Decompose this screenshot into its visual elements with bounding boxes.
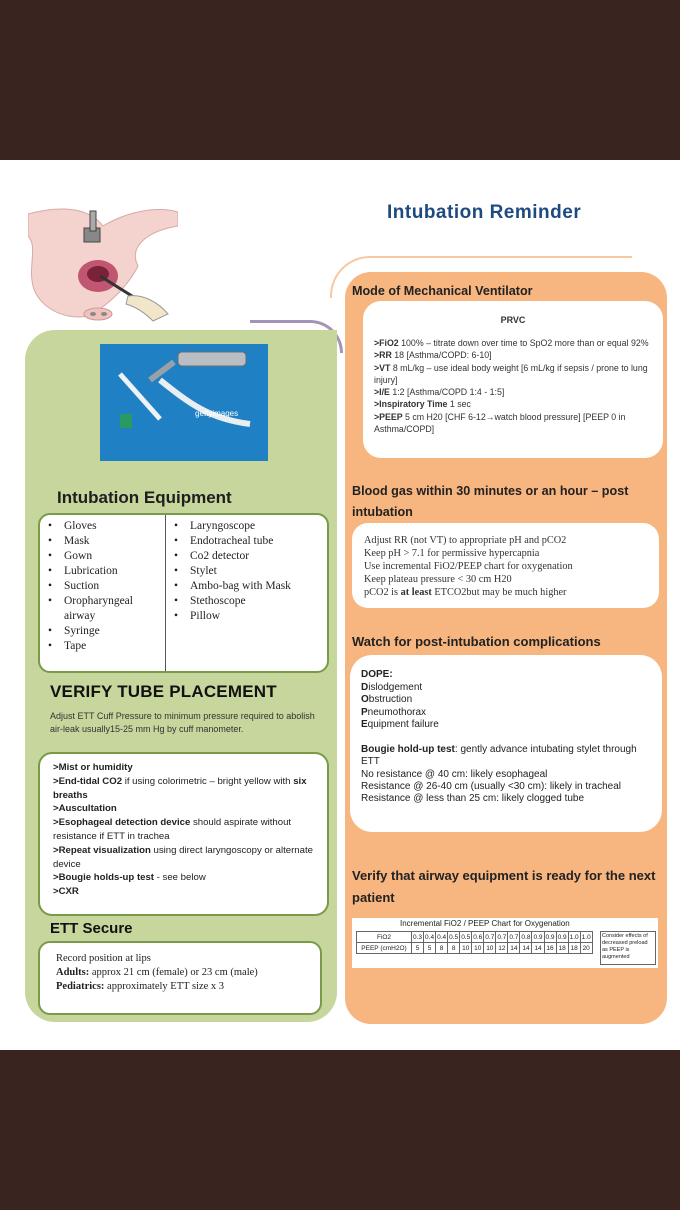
blood-gas-line: Adjust RR (not VT) to appropriate pH and pCO2: [364, 535, 567, 546]
bougie-line: No resistance @ 40 cm: likely esophageal: [361, 768, 548, 780]
verify-check-label: >End-tidal CO2: [53, 775, 123, 787]
ett-line: [56, 980, 258, 994]
blood-gas-text: ETCO2but may be much higher: [431, 587, 567, 598]
blood-gas-line: Use incremental FiO2/PEEP chart for oxygenation: [364, 561, 573, 572]
ett-adults-label: Adults:: [56, 967, 90, 978]
verify-check-label: >Auscultation: [53, 803, 117, 815]
equipment-photo: [100, 344, 268, 461]
equipment-item: • Ambo-bag with Mask: [168, 579, 326, 594]
peep-cell: 5: [424, 943, 436, 954]
dope-item: [361, 719, 439, 732]
mode-box: [363, 301, 663, 458]
blood-gas-line: Keep pH > 7.1 for permissive hypercapnia: [364, 548, 540, 559]
verify-check-item: [53, 816, 323, 844]
mode-setting-label: >VT: [374, 362, 391, 373]
verify-check-emphasis: six breaths: [53, 775, 307, 801]
verify-check-label: >Bougie holds-up test: [53, 872, 155, 884]
mode-setting-text: 5 cm H20 [CHF 6-12→watch blood pressure] [PEEP 0 in Asthma/COPD]: [374, 411, 626, 435]
dope-list: [361, 669, 439, 732]
verify-check-item: [53, 871, 323, 885]
bougie-line: Resistance @ 26-40 cm (usually <30 cm): likely in tracheal: [361, 780, 621, 792]
fio2-cell: 0.7: [485, 933, 495, 941]
mode-setting-label: >PEEP: [374, 411, 403, 422]
peep-row: [357, 943, 593, 954]
verify-checks-box: [38, 752, 329, 916]
peep-cell: 10: [484, 943, 496, 954]
verify-check-label: >Esophageal detection device: [53, 817, 191, 829]
dope-letter: E: [361, 719, 368, 730]
dope-title: [361, 669, 439, 682]
reminder-sheet: [0, 160, 680, 1050]
peep-cell: 8: [436, 943, 448, 954]
peep-cell: 5: [412, 943, 424, 954]
mode-setting-label: >RR: [374, 350, 392, 361]
peep-cell: 10: [472, 943, 484, 954]
fio2-cell: 0.9: [545, 933, 555, 941]
bougie-test: [361, 744, 651, 805]
dope-item: [361, 682, 439, 695]
mode-setting-label: >FiO2: [374, 338, 399, 348]
verify-heading: VERIFY TUBE PLACEMENT: [50, 682, 277, 701]
verify-check-item: [53, 885, 323, 899]
equipment-item: • Tape: [42, 639, 162, 654]
dope-text: islodgement: [368, 681, 423, 693]
fio2-cell: 1.0: [569, 933, 579, 941]
equipment-item: • Mask: [42, 534, 162, 549]
peep-cell: 12: [496, 943, 508, 954]
verify-text: Adjust ETT Cuff Pressure to minimum pressure required to abolish air-leak usually15-25 mm Hg by cuff manometer.: [50, 711, 315, 734]
blood-gas-heading: Blood gas within 30 minutes or an hour – post intubation: [352, 484, 629, 519]
verify-check-item: [53, 775, 323, 803]
bougie-intro: [361, 744, 651, 769]
equipment-item: • Gown: [42, 549, 162, 564]
equipment-item: • Suction: [42, 579, 162, 594]
fio2-cell: 0.4: [425, 933, 435, 941]
fio2-cell: 0.6: [473, 933, 483, 941]
mode-subheading: PRVC: [500, 315, 526, 325]
equipment-item: • Syringe: [42, 624, 162, 639]
mode-setting-item: [374, 362, 659, 387]
mode-setting-text: 1:2 [Asthma/COPD 1:4 - 1:5]: [389, 387, 505, 398]
fio2-cell: 0.9: [557, 933, 567, 941]
verify-check-item: [53, 802, 323, 816]
bougie-line: Resistance @ less than 25 cm: likely clogged tube: [361, 793, 585, 805]
peep-row-label: PEEP (cmH2O): [357, 943, 412, 954]
mode-setting-item: [374, 386, 659, 398]
top-dark-band: [0, 0, 680, 160]
photo-watermark: gettyimages: [195, 409, 239, 418]
equipment-item: • Oropharyngeal airway: [42, 594, 162, 624]
verify-check-item: [53, 761, 323, 775]
mode-setting-item: [374, 411, 659, 436]
fio2-peep-table: [356, 931, 593, 954]
verify-check-label: >CXR: [53, 886, 79, 898]
ett-peds-text: approximately ETT size x 3: [104, 981, 225, 992]
blood-gas-line: [364, 586, 573, 599]
verify-checks-list: [53, 761, 323, 899]
bottom-dark-band: [0, 1050, 680, 1210]
equipment-item: • Laryngoscope: [168, 519, 326, 534]
fio2-peep-note: Consider effects of decreased preload as PEEP is augmented: [600, 931, 656, 965]
ett-heading: ETT Secure: [50, 920, 133, 937]
peep-cell: 14: [520, 943, 532, 954]
equipment-item: • Endotracheal tube: [168, 534, 326, 549]
peep-cell: 18: [556, 943, 568, 954]
fio2-cell: 0.5: [461, 933, 471, 941]
dope-text: bstruction: [368, 694, 413, 705]
fio2-cell: 0.9: [533, 933, 543, 941]
equipment-item: • Gloves: [42, 519, 162, 534]
bougie-label: Bougie hold-up test: [361, 744, 455, 755]
peep-cell: 16: [544, 943, 556, 954]
equipment-item: • Lubrication: [42, 564, 162, 579]
dope-letter: D: [361, 681, 369, 693]
fio2-row-label: FiO2: [357, 932, 412, 943]
fio2-peep-chart: [352, 918, 658, 968]
equipment-photo-drawing: [100, 344, 268, 461]
blood-gas-text: pCO2 is: [364, 587, 401, 598]
verify-check-text: if using colorimetric – bright yellow with: [122, 775, 294, 787]
fio2-cell: 0.4: [437, 933, 447, 941]
mode-setting-item: [374, 398, 659, 410]
ett-peds-label: Pediatrics:: [56, 981, 105, 992]
blood-gas-box: [352, 523, 659, 608]
fio2-cell: 0.5: [449, 933, 459, 941]
mode-setting-text: 1 sec: [447, 399, 471, 410]
equipment-item: • Co2 detector: [168, 549, 326, 564]
ett-adults-text: approx 21 cm (female) or 23 cm (male): [89, 967, 258, 978]
complications-heading: Watch for post-intubation complications: [352, 634, 601, 649]
fio2-cell: 1.0: [581, 933, 591, 941]
bougie-text: : gently advance intubating stylet through ETT: [361, 744, 637, 768]
fio2-cell: 0.7: [497, 933, 507, 941]
equipment-heading: Intubation Equipment: [57, 488, 232, 507]
verify-check-label: >Mist or humidity: [53, 762, 133, 773]
fio2-cell: 0.8: [521, 933, 531, 941]
equipment-divider: [165, 515, 166, 671]
equipment-list-box: [38, 513, 329, 673]
mode-setting-text: 18 [Asthma/COPD: 6-10]: [391, 350, 492, 361]
peep-cell: 14: [532, 943, 544, 954]
blood-gas-list: [364, 534, 573, 599]
mode-heading: Mode of Mechanical Ventilator: [352, 284, 533, 298]
dope-letter: P: [361, 706, 368, 718]
peep-cell: 10: [460, 943, 472, 954]
dope-text: quipment failure: [367, 719, 439, 730]
dope-item: [361, 694, 439, 707]
blood-gas-emphasis: at least: [400, 587, 432, 598]
fio2-cell: 0.7: [509, 933, 519, 941]
mode-setting-text: 8 mL/kg – use ideal body weight [6 mL/kg if sepsis / prone to lung injury]: [374, 362, 648, 385]
dope-item: [361, 707, 439, 720]
dope-letter: O: [361, 694, 369, 705]
ett-line: [56, 966, 258, 980]
ett-text: [56, 952, 258, 994]
ett-box: [38, 941, 322, 1015]
equipment-item: • Pillow: [168, 609, 326, 624]
dope-text: neumothorax: [367, 706, 427, 718]
peep-cell: 14: [508, 943, 520, 954]
equipment-column-2: [168, 519, 326, 624]
mode-settings-list: [374, 337, 659, 435]
verify-check-text: - see below: [154, 872, 206, 884]
mode-setting-text: 100% – titrate down over time to SpO2 more than or equal 92%: [398, 338, 649, 348]
page-title: Intubation Reminder: [387, 202, 582, 223]
fio2-peep-chart-title: Incremental FiO2 / PEEP Chart for Oxygenation: [400, 919, 570, 928]
verify-check-item: [53, 844, 323, 872]
mode-setting-label: >Inspiratory Time: [374, 399, 448, 410]
complications-box: [350, 655, 662, 832]
equipment-column-1: [42, 519, 162, 654]
airway-heading: Verify that airway equipment is ready for the next patient: [352, 868, 656, 905]
ett-line: Record position at lips: [56, 953, 151, 964]
verify-check-text: should aspirate without resistance if ETT in trachea: [53, 817, 292, 842]
equipment-item: • Stylet: [168, 564, 326, 579]
peep-cell: 8: [448, 943, 460, 954]
dope-title-text: DOPE:: [361, 669, 393, 680]
peep-cell: 20: [580, 943, 592, 954]
mode-setting-item: [374, 349, 659, 361]
mode-setting-item: [374, 337, 659, 349]
fio2-row: [357, 932, 593, 943]
equipment-item: • Stethoscope: [168, 594, 326, 609]
fio2-cell: 0.3: [413, 933, 423, 941]
laryngoscopy-illustration: [28, 206, 178, 326]
verify-check-text: using direct laryngoscopy or alternate device: [53, 844, 313, 870]
blood-gas-line: Keep plateau pressure < 30 cm H20: [364, 574, 512, 585]
mode-setting-label: >I/E: [374, 387, 390, 398]
verify-check-label: >Repeat visualization: [53, 844, 151, 856]
peep-cell: 18: [568, 943, 580, 954]
